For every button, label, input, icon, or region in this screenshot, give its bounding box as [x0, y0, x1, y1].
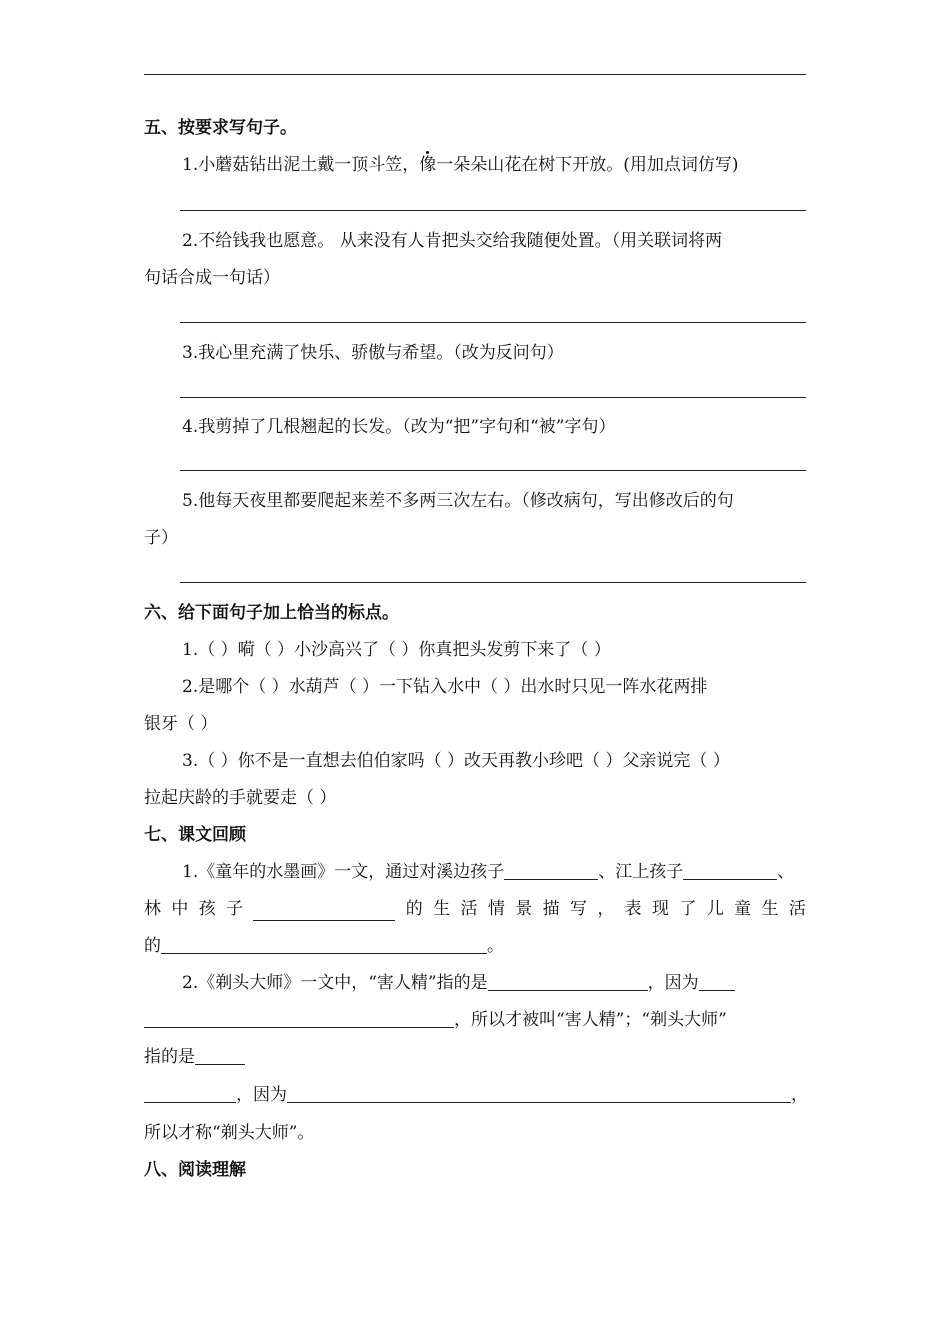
blank-hairenjing-yinwei-b[interactable]: [144, 1009, 454, 1028]
sec5-q2-answer-line[interactable]: [180, 322, 806, 323]
sec7-q1-char-before-0: 林: [144, 899, 161, 919]
sec5-q1-dotted-word: 像: [419, 155, 437, 175]
sec7-q2-text-c: ，所以才被叫“害人精”；“剃头大师”: [454, 1010, 727, 1030]
blank-titoudashi-yinwei[interactable]: [287, 1084, 791, 1103]
sec7-q2-text-d: 指的是: [144, 1047, 195, 1067]
sec5-q1-answer-line[interactable]: [180, 210, 806, 211]
sec7-q1-line3: [144, 934, 950, 958]
sec5-q4-answer-line[interactable]: [180, 470, 806, 471]
sec7-q1-char-before-2: 孩: [198, 899, 216, 919]
sec7-q1-char-after-5: 描: [542, 899, 560, 919]
section-6-heading: 六、给下面句子加上恰当的标点。: [144, 603, 399, 623]
sec7-q1-char-after-11: 儿: [706, 899, 724, 919]
sec7-q2-line2: [144, 1008, 950, 1032]
sec5-q1-text-a: 1.小蘑菇钻出泥土戴一顶斗笠，: [182, 155, 420, 175]
sec7-q1-char-before-1: 中: [171, 899, 189, 919]
sec7-q2-line3: [144, 1045, 950, 1069]
sec5-q4: 4.我剪掉了几根翘起的长发。（改为“把”字句和“被”字句）: [182, 417, 616, 437]
sec5-q2-line1: 2.不给钱我也愿意。 从来没有人肯把头交给我随便处置。（用关联词将两: [182, 231, 723, 251]
sec7-q2-line1: [182, 971, 950, 995]
sec7-q1-char-after-7: ，: [597, 899, 615, 919]
sec6-q2-line1: 2.是哪个（ ）水葫芦（ ）一下钻入水中（ ）出水时只见一阵水花两排: [182, 677, 708, 697]
sec5-q3-answer-line[interactable]: [180, 397, 806, 398]
sec7-q1-l3-text-a: 的: [144, 936, 161, 956]
sec7-q1-char-after-14: 活: [788, 899, 806, 919]
section-8-heading: 八、阅读理解: [144, 1160, 246, 1180]
blank-xibian-haizi[interactable]: [504, 861, 598, 880]
sec7-q2-text-e: ，因为: [236, 1085, 287, 1105]
blank-hairenjing-zhi[interactable]: [488, 972, 648, 991]
sec7-q2-text-f: ，: [791, 1085, 808, 1105]
sec7-q2-text-b: ，因为: [647, 973, 699, 993]
sec7-q1-text-a: 1.《童年的水墨画》一文，通过对溪边孩子: [182, 862, 505, 882]
sec7-q1-line2: [144, 897, 806, 921]
sec7-q1-char-after-8: 表: [624, 899, 642, 919]
sec5-q3: 3.我心里充满了快乐、骄傲与希望。（改为反问句）: [182, 343, 564, 363]
sec5-q5-line1: 5.他每天夜里都要爬起来差不多两三次左右。（修改病句，写出修改后的句: [182, 491, 734, 511]
sec7-q1-char-after-4: 景: [515, 899, 533, 919]
sec7-q1-l3-text-b: 。: [487, 936, 504, 956]
blank-linzhong-haizi[interactable]: [253, 902, 395, 921]
sec7-q1-char-after-3: 情: [487, 899, 505, 919]
blank-hairenjing-yinwei-a[interactable]: [699, 972, 735, 991]
sec7-q1-char-after-9: 现: [652, 899, 670, 919]
sec7-q1-char-before-3: 子: [226, 899, 244, 919]
blank-jiangshang-haizi[interactable]: [683, 861, 777, 880]
sec5-q1-text-b: 一朵朵山花在树下开放。(用加点词仿写): [436, 155, 739, 175]
sec7-q1-char-after-6: 写: [569, 899, 587, 919]
sec6-q1: 1.（ ）嗬（ ）小沙高兴了（ ）你真把头发剪下来了（ ）: [182, 640, 611, 660]
sec7-q1-char-after-2: 活: [460, 899, 478, 919]
sec7-q1-char-after-13: 生: [761, 899, 779, 919]
sec7-q1-line1: [182, 860, 950, 884]
section-7-heading: 七、课文回顾: [144, 825, 246, 845]
section-5-heading: 五、按要求写句子。: [144, 118, 297, 138]
sec6-q3-line1: 3.（ ）你不是一直想去伯伯家吗（ ）改天再教小珍吧（ ）父亲说完（ ）: [182, 751, 730, 771]
sec5-q1: [182, 153, 950, 177]
sec5-q5-line2: 子）: [144, 528, 178, 548]
sec7-q1-char-after-0: 的: [405, 899, 423, 919]
sec7-q1-char-after-12: 童: [734, 899, 752, 919]
sec5-q2-line2: 句话合成一句话）: [144, 268, 280, 288]
sec5-q5-answer-line[interactable]: [180, 582, 806, 583]
header-rule: [144, 74, 806, 75]
blank-titoudashi-zhi-b[interactable]: [144, 1084, 236, 1103]
blank-ertong-shenghuo[interactable]: [161, 935, 487, 954]
sec7-q2-text-a: 2.《剃头大师》一文中，“害人精”指的是: [182, 973, 488, 993]
sec7-q1-text-c: 、: [777, 862, 795, 882]
sec7-q1-char-after-1: 生: [433, 899, 451, 919]
sec7-q2-line4: [144, 1083, 950, 1107]
sec7-q1-char-after-10: 了: [679, 899, 697, 919]
blank-titoudashi-zhi-a[interactable]: [195, 1046, 245, 1065]
sec7-q2-line5: 所以才称“剃头大师”。: [144, 1123, 315, 1143]
sec7-q1-text-b: 、江上孩子: [598, 862, 684, 882]
sec6-q2-line2: 银牙（ ）: [144, 714, 218, 734]
sec6-q3-line2: 拉起庆龄的手就要走（ ）: [144, 788, 337, 808]
